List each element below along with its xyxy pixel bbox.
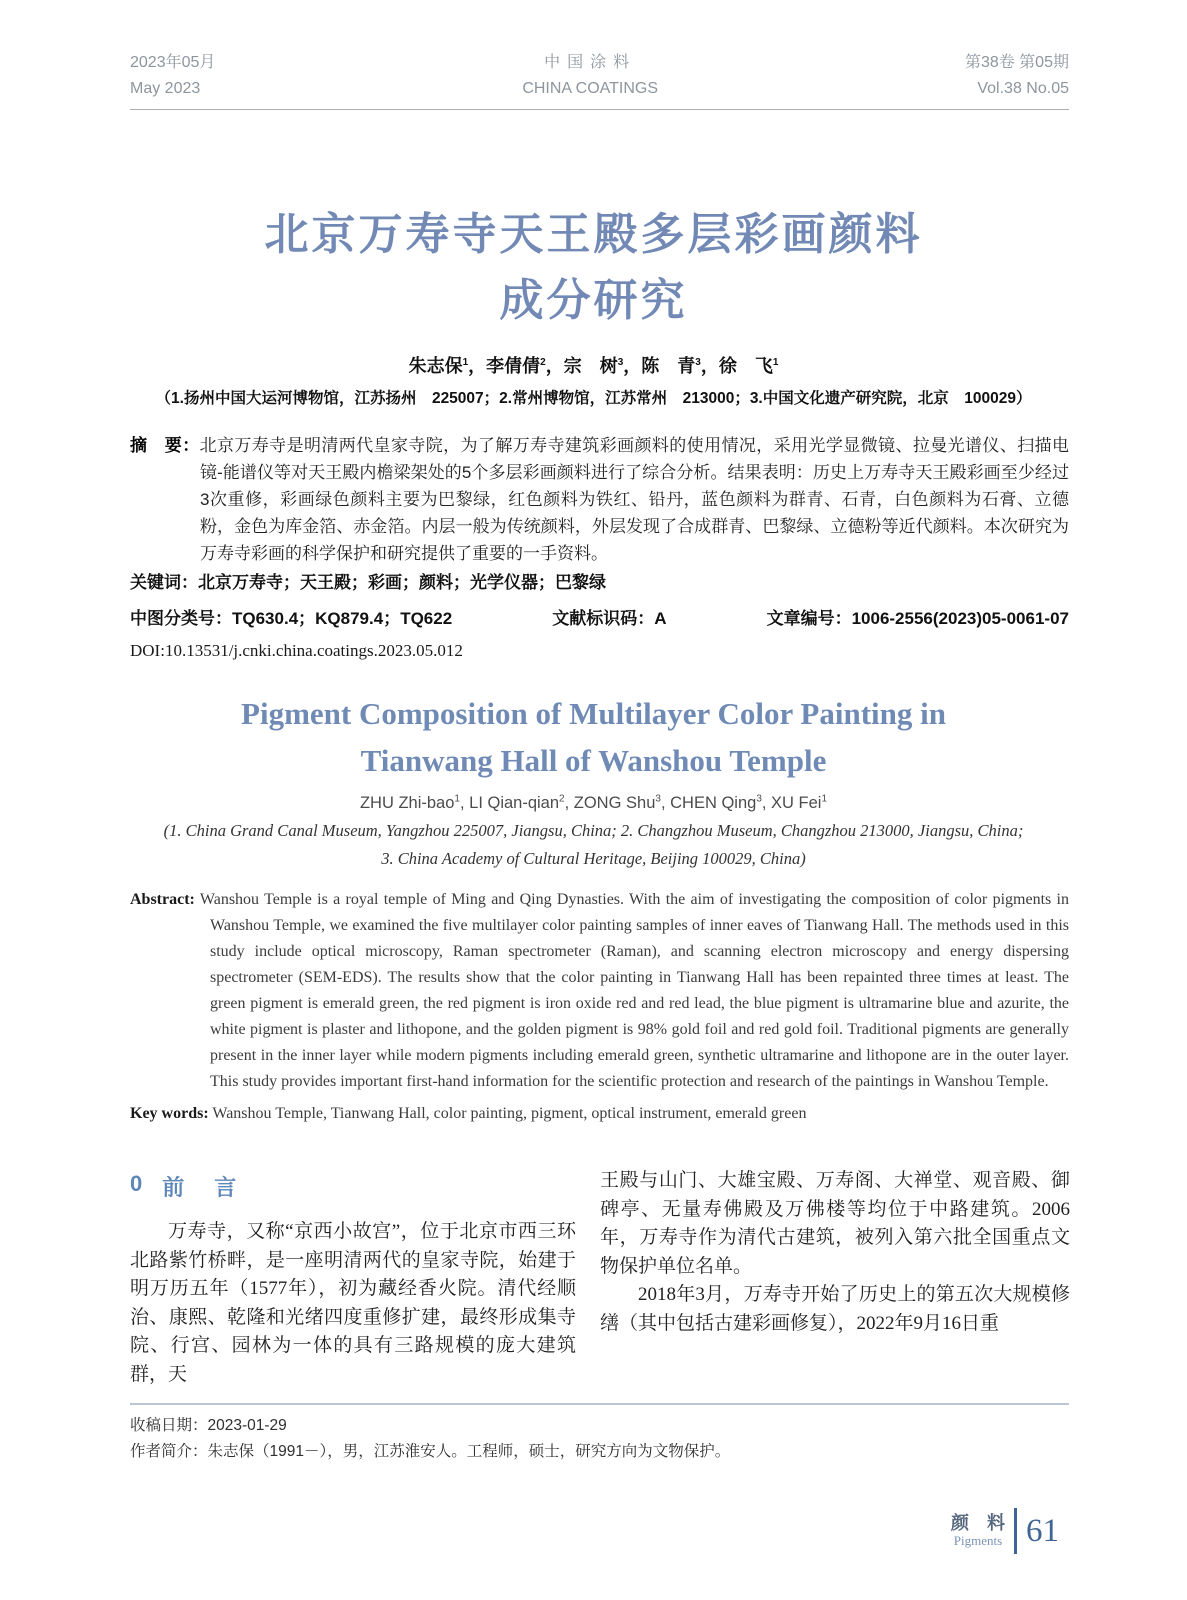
- author-affil-mark: 3: [695, 357, 701, 368]
- page-badge: [951, 1508, 1059, 1554]
- classification-row: [130, 604, 1069, 629]
- article-number-label: 文章编号：: [766, 609, 852, 628]
- journal-name-cn: 中国涂料: [544, 54, 637, 71]
- received-date: 收稿日期：2023-01-29: [130, 1417, 287, 1435]
- clc-label: 中图分类号：: [130, 609, 232, 628]
- authors-cn: [0, 352, 1187, 378]
- article-title-en: [0, 691, 1187, 784]
- author-affil-mark: 3: [617, 357, 624, 368]
- document-code: [552, 604, 666, 629]
- author-separator: ，: [468, 356, 487, 376]
- author-affil-mark: 1: [772, 357, 779, 368]
- section-heading: [130, 1171, 576, 1202]
- intro-paragraph-right-continued: 王殿与山门、大雄宝殿、万寿阁、大禅堂、观音殿、御碑亭、无量寿佛殿及万佛楼等均位于中路建筑。2006年，万寿寺作为清代古建筑，被列入第六批全国重点文物保护单位名单。: [600, 1170, 1070, 1277]
- author-separator: ,: [761, 794, 772, 812]
- doi: DOI:10.13531/j.cnki.china.coatings.2023.05.012: [130, 641, 463, 660]
- author-separator: ，: [545, 356, 564, 376]
- abstract-en-text: Wanshou Temple is a royal temple of Ming and Qing Dynasties. With the aim of investigating the composition of color pigments in Wanshou Temple, we examined the five multilayer color painting samples of inner eaves of Tianwang Hall. The methods used in this study include optical microscopy, Raman spectrometer (Raman), and scanning electron microscopy and energy dispersing spectrometer (SEM-EDS). The results show that the color painting in Tianwang Hall has been repainted three times at least. The green pigment is emerald green, the red pigment is iron oxide red and red lead, the blue pigment is ultramarine blue and azurite, the white pigment is plaster and lithopone, and the golden pigment is 98% gold foil and red gold foil. Traditional pigments are generally present in the inner layer while modern pigments including emerald green, synthetic ultramarine and lithopone are in the outer layer. This study provides important first-hand information for the scientific protection and research of the paintings in Wanshou Temple.: [199, 891, 1069, 1091]
- header-date-en: May 2023: [130, 80, 201, 97]
- author-name: CHEN Qing: [670, 794, 757, 812]
- affiliations-en-line1: (1. China Grand Canal Museum, Yangzhou 225007, Jiangsu, China; 2. Changzhou Museum, Changzhou 213000, Jiangsu, China;: [163, 821, 1024, 840]
- author-affil-mark: 1: [462, 357, 469, 368]
- column-label-en: Pigments: [953, 1533, 1003, 1548]
- author-separator: ,: [459, 794, 470, 812]
- header-issue-cn: 第38卷 第05期: [964, 54, 1069, 71]
- header-issue: [965, 50, 1069, 102]
- author-affil-mark: 3: [655, 793, 661, 805]
- section-title: 前 言: [162, 1175, 241, 1201]
- abstract-cn-label: 摘 要：: [130, 436, 200, 455]
- author-affil-mark: 3: [756, 793, 762, 805]
- document-code-label: 文献标识码：: [552, 609, 655, 628]
- header-issue-en: Vol.38 No.05: [977, 80, 1069, 97]
- header-date: [130, 50, 215, 102]
- author-name: 李倩倩: [486, 356, 541, 376]
- author-separator: ,: [660, 794, 671, 812]
- author-affil-mark: 1: [821, 793, 828, 805]
- author-name: 朱志保: [408, 356, 463, 376]
- author-affil-mark: 2: [559, 793, 565, 805]
- author-separator: ，: [623, 356, 642, 376]
- affiliations-en-line2: 3. China Academy of Cultural Heritage, Beijing 100029, China): [381, 849, 806, 869]
- journal-header: [130, 0, 1069, 110]
- article-title-cn: [0, 202, 1187, 334]
- abstract-cn-text: 北京万寿寺是明清两代皇家寺院，为了解万寿寺建筑彩画颜料的使用情况，采用光学显微镜、拉曼光谱仪、扫描电镜-能谱仪等对天王殿内檐梁架处的5个多层彩画颜料进行了综合分析。结果表明：历史上万寿寺天王殿彩画至少经过3次重修，彩画绿色颜料主要为巴黎绿，红色颜料为铁红、铅丹，蓝色颜料为群青、石青，白色颜料为石膏、立德粉，金色为库金箔、赤金箔。内层一般为传统颜料，外层发现了合成群青、巴黎绿、立德粉等近代颜料。本次研究为万寿寺彩画的科学保护和研究提供了重要的一手资料。: [199, 436, 1070, 563]
- intro-paragraph-2: 2018年3月，万寿寺开始了历史上的第五次大规模修缮（其中包括古建彩画修复），2022年9月16日重: [600, 1284, 1070, 1334]
- author-name: ZHU Zhi-bao: [359, 794, 455, 812]
- article-number-value: 1006-2556(2023)05-0061-07: [851, 609, 1069, 628]
- keywords-en: [130, 1101, 1069, 1127]
- column-label: [951, 1513, 1005, 1549]
- footnote-divider: [130, 1403, 1069, 1405]
- author-affil-mark: 1: [454, 793, 460, 805]
- article-number: [767, 604, 1069, 629]
- page-number: 61: [1026, 1512, 1059, 1549]
- left-column: [130, 1167, 576, 1389]
- author-name: LI Qian-qian: [469, 794, 560, 812]
- author-name: 徐 飞: [718, 356, 773, 376]
- keywords-cn-text: 北京万寿寺；天王殿；彩画；颜料；光学仪器；巴黎绿: [198, 573, 606, 592]
- keywords-en-label: Key words:: [130, 1105, 209, 1123]
- author-affil-mark: 2: [540, 357, 546, 368]
- article-title-cn-line2: 成分研究: [499, 276, 688, 325]
- affiliations-en: [0, 817, 1187, 873]
- abstract-en-label: Abstract:: [130, 891, 195, 909]
- intro-paragraph-left: 万寿寺，又称“京西小故宫”，位于北京市西三环北路紫竹桥畔，是一座明清两代的皇家寺院，始建于明万历五年（1577年），初为藏经香火院。清代经顺治、康熙、乾隆和光绪四度重修扩建，最终形成集寺院、行宫、园林为一体的具有三路规模的庞大建筑群，天: [130, 1221, 576, 1385]
- keywords-en-text: Wanshou Temple, Tianwang Hall, color painting, pigment, optical instrument, emerald green: [212, 1105, 807, 1123]
- header-journal-name: [522, 50, 658, 102]
- affiliations-cn: （1.扬州中国大运河博物馆，江苏扬州 225007；2.常州博物馆，江苏常州 213000；3.中国文化遗产研究院，北京 100029）: [155, 390, 1032, 407]
- clc-number: [130, 604, 452, 629]
- author-name: 宗 树: [563, 356, 618, 376]
- author-separator: ,: [564, 794, 574, 812]
- abstract-en: [130, 887, 1069, 1095]
- keywords-cn-label: 关键词：: [130, 573, 198, 592]
- header-date-cn: 2023年05月: [130, 54, 216, 71]
- introduction-section: [130, 1167, 1069, 1389]
- right-column: [600, 1167, 1070, 1389]
- journal-name-en: CHINA COATINGS: [522, 80, 659, 97]
- article-title-cn-line1: 北京万寿寺天王殿多层彩画颜料: [264, 210, 923, 259]
- author-name: 陈 青: [641, 356, 696, 376]
- footnotes: [130, 1413, 1069, 1465]
- abstract-cn: [130, 432, 1069, 567]
- author-separator: ，: [700, 356, 719, 376]
- author-name: ZONG Shu: [573, 794, 656, 812]
- keywords-cn: [130, 569, 1069, 596]
- document-code-value: A: [654, 609, 667, 628]
- author-name: XU Fei: [771, 794, 822, 812]
- article-title-en-line2: Tianwang Hall of Wanshou Temple: [360, 742, 827, 778]
- column-label-cn: 颜 料: [951, 1513, 1005, 1533]
- clc-value: TQ630.4；KQ879.4；TQ622: [232, 609, 453, 628]
- authors-en: [0, 794, 1187, 813]
- page-badge-divider: [1014, 1508, 1017, 1554]
- article-title-en-line1: Pigment Composition of Multilayer Color Painting in: [241, 696, 946, 731]
- author-bio: 作者简介：朱志保（1991－），男，江苏淮安人。工程师，硕士，研究方向为文物保护。: [130, 1443, 731, 1461]
- section-number: 0: [130, 1171, 143, 1197]
